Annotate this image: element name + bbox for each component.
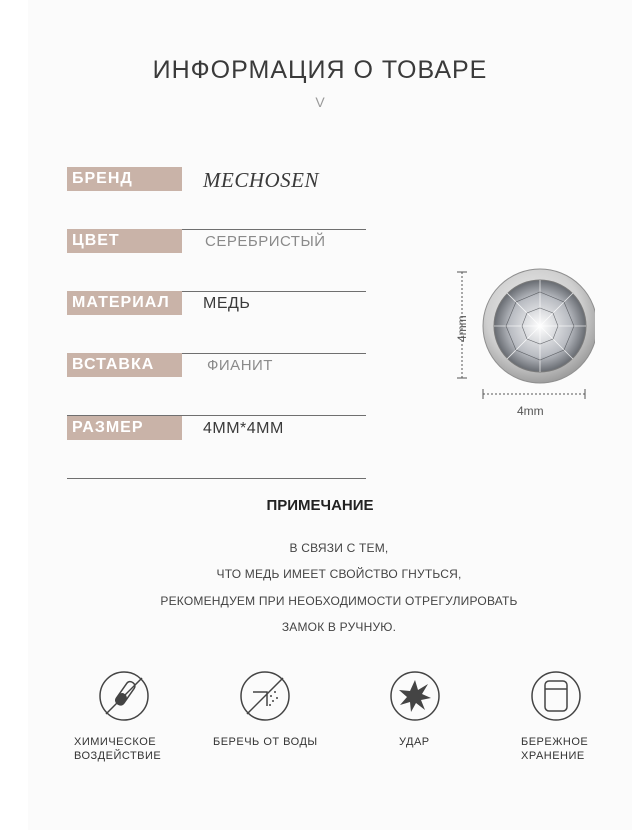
note-line: РЕКОМЕНДУЕМ ПРИ НЕОБХОДИМОСТИ ОТРЕГУЛИРОВАТЬ: [160, 594, 518, 608]
spec-label: БРЕНД: [67, 167, 182, 191]
height-label: 4mm: [455, 315, 469, 342]
impact-icon: [389, 670, 441, 722]
note-title: ПРИМЕЧАНИЕ: [266, 497, 374, 514]
spec-row-insert: [67, 353, 366, 416]
impact-caption: УДАР: [399, 736, 430, 748]
storage-caption: БЕРЕЖНОЕ ХРАНЕНИЕ: [521, 736, 589, 762]
note-line: ЧТО МЕДЬ ИМЕЕТ СВОЙСТВО ГНУТЬСЯ,: [216, 567, 462, 581]
spec-value: MECHOSEN: [203, 168, 319, 192]
water-caption: БЕРЕЧЬ ОТ ВОДЫ: [213, 736, 318, 748]
spec-value: 4MM*4MM: [203, 420, 284, 437]
width-label: 4mm: [517, 404, 544, 418]
spec-label: МАТЕРИАЛ: [67, 291, 182, 315]
water-icon: [239, 670, 291, 722]
spec-label: ЦВЕТ: [67, 229, 182, 253]
spec-row-size: [67, 416, 366, 479]
chemical-icon: [98, 670, 150, 722]
earring-image: [445, 262, 595, 422]
chemical-caption: ХИМИЧЕСКОЕ ВОЗДЕЙСТВИЕ: [74, 736, 162, 762]
spec-value: ФИАНИТ: [207, 357, 273, 374]
spec-label: РАЗМЕР: [67, 416, 182, 440]
title-mark: V: [315, 94, 325, 110]
spec-label: ВСТАВКА: [67, 353, 182, 377]
spec-row-brand: [67, 167, 366, 230]
spec-row-color: [67, 229, 366, 292]
page-title: ИНФОРМАЦИЯ О ТОВАРЕ: [152, 56, 488, 84]
note-line: В СВЯЗИ С ТЕМ,: [289, 541, 389, 555]
note-line: ЗАМОК В РУЧНУЮ.: [281, 620, 397, 634]
spec-value: МЕДЬ: [203, 295, 251, 312]
spec-value: СЕРЕБРИСТЫЙ: [205, 233, 326, 250]
storage-icon: [530, 670, 582, 722]
spec-row-material: [67, 291, 366, 354]
